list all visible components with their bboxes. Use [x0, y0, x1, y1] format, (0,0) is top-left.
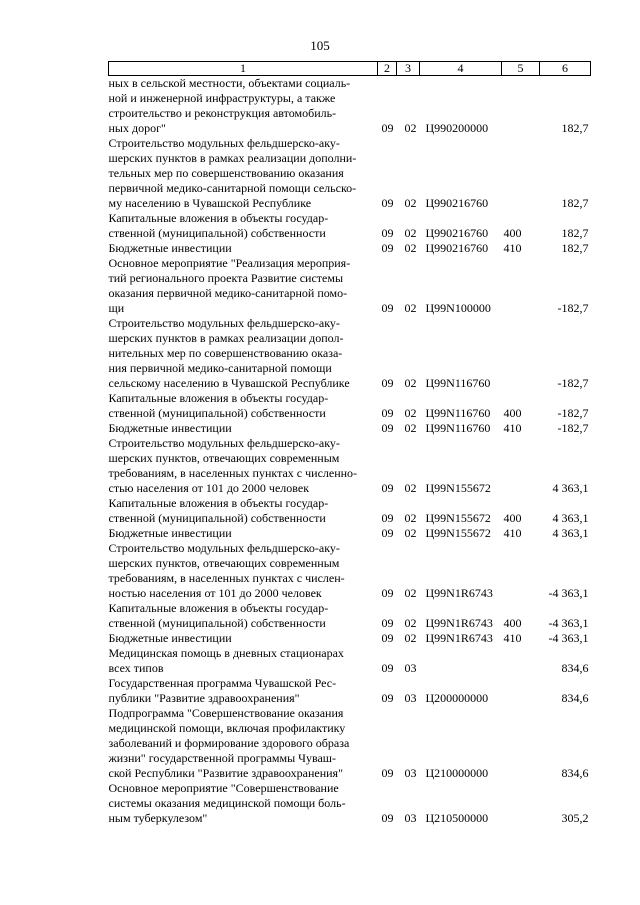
description-line: шерских пунктов, отвечающих современным	[108, 451, 340, 465]
subsection-code: 03	[404, 691, 417, 705]
section-code: 09	[381, 511, 394, 525]
subsection-code: 02	[404, 376, 417, 390]
description-line: Строительство модульных фельдшерско-аку-	[108, 436, 340, 450]
amount: -182,7	[557, 421, 589, 435]
description-line: Медицинская помощь в дневных стационарах	[108, 646, 344, 660]
amount: -182,7	[557, 301, 589, 315]
subsection-code: 02	[404, 241, 417, 255]
target-article-code: Ц99N1R6743	[425, 586, 493, 600]
description-line: Бюджетные инвестиции	[108, 526, 232, 540]
section-code: 09	[381, 811, 394, 825]
description-line: шерских пунктов, отвечающих современным	[108, 556, 340, 570]
expense-type-code	[502, 541, 540, 601]
amount: 182,7	[561, 241, 589, 255]
description-line: ностью населения от 101 до 2000 человек	[108, 586, 322, 600]
row-description	[109, 256, 378, 316]
table-row	[109, 391, 591, 421]
section-code: 09	[381, 406, 394, 420]
expense-type-code	[502, 136, 540, 211]
table-row	[109, 436, 591, 496]
description-line: Строительство модульных фельдшерско-аку-	[108, 541, 340, 555]
subsection-code: 02	[404, 121, 417, 135]
amount: 182,7	[561, 226, 589, 240]
row-description	[109, 316, 378, 391]
expense-type-code	[502, 256, 540, 316]
description-line: Капитальные вложения в объекты государ-	[108, 496, 329, 510]
section-code: 09	[381, 526, 394, 540]
subsection-code: 02	[404, 406, 417, 420]
section-code: 09	[381, 481, 394, 495]
expense-type-code: 400	[503, 406, 522, 420]
expense-type-code: 410	[503, 421, 522, 435]
table-row	[109, 601, 591, 631]
page-number: 105	[310, 38, 330, 53]
description-line: строительство и реконструкция автомобиль-	[108, 106, 337, 120]
target-article-code: Ц99N116760	[425, 421, 491, 435]
row-description	[109, 676, 378, 706]
target-article-code: Ц990216760	[425, 196, 489, 210]
target-article-code	[420, 646, 502, 676]
expense-type-code	[502, 76, 540, 137]
description-line: Строительство модульных фельдшерско-аку-	[108, 136, 340, 150]
column-header: 6	[540, 62, 591, 76]
section-code: 09	[381, 691, 394, 705]
target-article-code: Ц99N116760	[425, 406, 491, 420]
column-header-row	[109, 62, 591, 76]
section-code: 09	[381, 421, 394, 435]
description-line: требованиям, в населенных пунктах с числен-	[108, 571, 345, 585]
amount: 834,6	[561, 661, 589, 675]
amount: -182,7	[557, 376, 589, 390]
table-row	[109, 241, 591, 256]
column-header: 5	[502, 62, 540, 76]
description-line: му населению в Чувашской Республике	[108, 196, 312, 210]
row-description	[109, 421, 378, 436]
table-row	[109, 676, 591, 706]
description-line: стью населения от 101 до 2000 человек	[108, 481, 310, 495]
table-row	[109, 631, 591, 646]
row-description	[109, 241, 378, 256]
expense-type-code	[502, 436, 540, 496]
description-line: Капитальные вложения в объекты государ-	[108, 211, 329, 225]
description-line: Основное мероприятие "Совершенствование	[108, 781, 339, 795]
description-line: ственной (муниципальной) собственности	[108, 511, 326, 525]
description-line: щи	[108, 301, 125, 315]
target-article-code: Ц99N100000	[425, 301, 491, 315]
subsection-code: 02	[404, 526, 417, 540]
amount: 4 363,1	[552, 511, 589, 525]
row-description	[109, 496, 378, 526]
description-line: сельскому населению в Чувашской Республике	[108, 376, 350, 390]
expense-type-code: 410	[503, 241, 522, 255]
description-line: нительных мер по совершенствованию оказа-	[108, 346, 343, 360]
table-row	[109, 496, 591, 526]
description-line: ной и инженерной инфраструктуры, а также	[108, 91, 336, 105]
column-header: 2	[378, 62, 397, 76]
description-line: ской Республики "Развитие здравоохранения"	[108, 766, 343, 780]
description-line: требованиям, в населенных пунктах с численно-	[108, 466, 358, 480]
row-description	[109, 211, 378, 241]
target-article-code: Ц210000000	[425, 766, 489, 780]
expense-type-code: 400	[503, 616, 522, 630]
target-article-code: Ц99N155672	[425, 481, 491, 495]
table-row	[109, 781, 591, 826]
subsection-code: 02	[404, 631, 417, 645]
table-row	[109, 76, 591, 137]
target-article-code: Ц200000000	[425, 691, 489, 705]
expense-type-code	[502, 781, 540, 826]
section-code: 09	[381, 226, 394, 240]
description-line: Капитальные вложения в объекты государ-	[108, 601, 329, 615]
section-code: 09	[381, 616, 394, 630]
column-header: 1	[109, 62, 378, 76]
description-line: Капитальные вложения в объекты государ-	[108, 391, 329, 405]
budget-table	[108, 61, 591, 826]
description-line: тий регионального проекта Развитие системы	[108, 271, 344, 285]
table-row	[109, 136, 591, 211]
table-row	[109, 421, 591, 436]
amount: 182,7	[561, 196, 589, 210]
subsection-code: 02	[404, 586, 417, 600]
target-article-code: Ц990200000	[425, 121, 489, 135]
amount: 834,6	[561, 766, 589, 780]
amount: -4 363,1	[548, 616, 589, 630]
description-line: ных дорог"	[108, 121, 166, 135]
section-code: 09	[381, 196, 394, 210]
target-article-code: Ц99N155672	[425, 511, 491, 525]
description-line: Бюджетные инвестиции	[108, 241, 232, 255]
description-line: всех типов	[108, 661, 164, 675]
amount: 182,7	[561, 121, 589, 135]
description-line: Строительство модульных фельдшерско-аку-	[108, 316, 340, 330]
description-line: первичной медико-санитарной помощи сельско-	[108, 181, 357, 195]
table-row	[109, 211, 591, 241]
target-article-code: Ц99N116760	[425, 376, 491, 390]
target-article-code: Ц210500000	[425, 811, 489, 825]
target-article-code: Ц990216760	[425, 226, 489, 240]
subsection-code: 02	[404, 226, 417, 240]
amount: 4 363,1	[552, 526, 589, 540]
section-code: 09	[381, 586, 394, 600]
row-description	[109, 706, 378, 781]
amount: 834,6	[561, 691, 589, 705]
row-description	[109, 631, 378, 646]
description-line: медицинской помощи, включая профилактику	[108, 721, 346, 735]
row-description	[109, 601, 378, 631]
description-line: ственной (муниципальной) собственности	[108, 406, 326, 420]
amount: -182,7	[557, 406, 589, 420]
subsection-code: 02	[404, 421, 417, 435]
description-line: тельных мер по совершенствованию оказания	[108, 166, 344, 180]
description-line: системы оказания медицинской помощи боль-	[108, 796, 346, 810]
description-line: ния первичной медико-санитарной помощи	[108, 361, 332, 375]
table-body	[109, 76, 591, 827]
section-code: 09	[381, 661, 394, 675]
expense-type-code: 410	[503, 526, 522, 540]
description-line: Основное мероприятие "Реализация мероприя-	[108, 256, 351, 270]
subsection-code: 02	[404, 511, 417, 525]
row-description	[109, 781, 378, 826]
section-code: 09	[381, 766, 394, 780]
expense-type-code	[502, 646, 540, 676]
amount: 305,2	[561, 811, 589, 825]
description-line: жизни" государственной программы Чуваш-	[108, 751, 337, 765]
subsection-code: 02	[404, 196, 417, 210]
row-description	[109, 541, 378, 601]
subsection-code: 02	[404, 616, 417, 630]
subsection-code: 03	[404, 811, 417, 825]
row-description	[109, 136, 378, 211]
section-code: 09	[381, 241, 394, 255]
section-code: 09	[381, 631, 394, 645]
description-line: публики "Развитие здравоохранения"	[108, 691, 300, 705]
description-line: заболеваний и формирование здорового образа	[108, 736, 350, 750]
description-line: шерских пунктов в рамках реализации допол-	[108, 331, 344, 345]
description-line: ственной (муниципальной) собственности	[108, 226, 326, 240]
table-row	[109, 526, 591, 541]
row-description	[109, 526, 378, 541]
table-row	[109, 541, 591, 601]
description-line: ственной (муниципальной) собственности	[108, 616, 326, 630]
expense-type-code	[502, 676, 540, 706]
target-article-code: Ц99N1R6743	[425, 631, 493, 645]
description-line: Подпрограмма "Совершенствование оказания	[108, 706, 344, 720]
row-description	[109, 646, 378, 676]
target-article-code: Ц990216760	[425, 241, 489, 255]
table-row	[109, 316, 591, 391]
table-row	[109, 256, 591, 316]
target-article-code: Ц99N155672	[425, 526, 491, 540]
expense-type-code	[502, 316, 540, 391]
section-code: 09	[381, 301, 394, 315]
amount: -4 363,1	[548, 631, 589, 645]
target-article-code: Ц99N1R6743	[425, 616, 493, 630]
column-header: 4	[420, 62, 502, 76]
amount: -4 363,1	[548, 586, 589, 600]
expense-type-code: 400	[503, 226, 522, 240]
column-header: 3	[397, 62, 420, 76]
expense-type-code: 400	[503, 511, 522, 525]
row-description	[109, 436, 378, 496]
subsection-code: 03	[404, 661, 417, 675]
row-description	[109, 76, 378, 137]
subsection-code: 02	[404, 481, 417, 495]
section-code: 09	[381, 121, 394, 135]
description-line: Государственная программа Чувашской Рес-	[108, 676, 337, 690]
description-line: ных в сельской местности, объектами социаль-	[108, 76, 351, 90]
table-row	[109, 646, 591, 676]
description-line: Бюджетные инвестиции	[108, 421, 232, 435]
subsection-code: 02	[404, 301, 417, 315]
description-line: оказания первичной медико-санитарной помо-	[108, 286, 348, 300]
subsection-code: 03	[404, 766, 417, 780]
description-line: Бюджетные инвестиции	[108, 631, 232, 645]
expense-type-code	[502, 706, 540, 781]
amount: 4 363,1	[552, 481, 589, 495]
expense-type-code: 410	[503, 631, 522, 645]
table-row	[109, 706, 591, 781]
row-description	[109, 391, 378, 421]
description-line: шерских пунктов в рамках реализации дополни-	[108, 151, 357, 165]
description-line: ным туберкулезом"	[108, 811, 208, 825]
section-code: 09	[381, 376, 394, 390]
